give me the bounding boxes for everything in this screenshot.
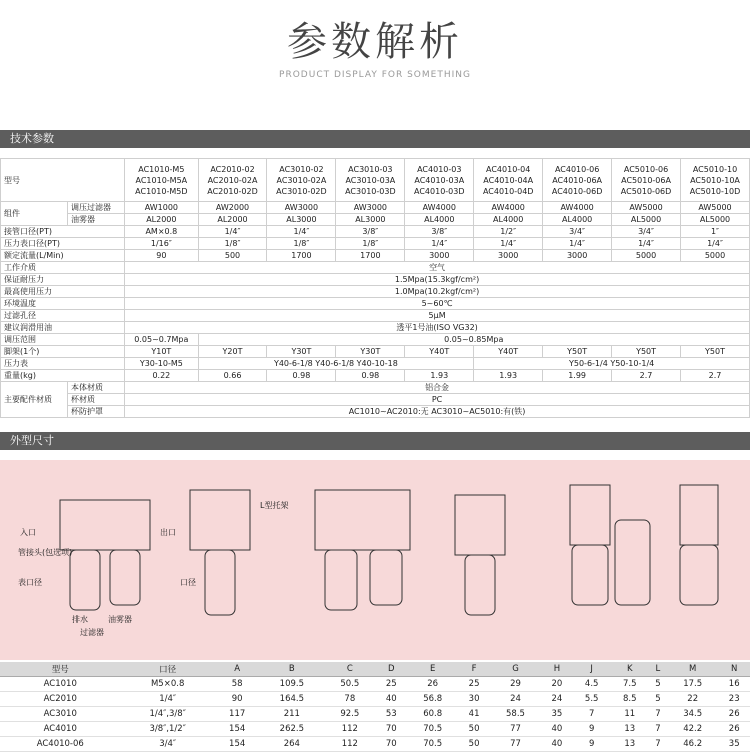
spec-value: 3000 [474, 250, 543, 262]
bracket-value: Y40T [474, 346, 543, 358]
spec-row [1, 394, 750, 406]
gauge-value: Y30-10-M5 [125, 358, 198, 370]
spec-row [1, 250, 750, 262]
dims-header: L [649, 662, 667, 677]
component-label: 组件 [1, 202, 68, 226]
spec-value: 1/4″ [267, 226, 336, 238]
dims-cell: 1/4″,3/8″ [121, 707, 215, 722]
material-label: 主要配件材质 [1, 382, 68, 418]
dims-cell: 262.5 [260, 722, 325, 737]
label-lubricator: 油雾器 [108, 615, 132, 624]
lubricator-cell: AL2000 [125, 214, 198, 226]
unit7-bowl [680, 545, 718, 605]
spec-label: 环境温度 [1, 298, 125, 310]
spec-label: 接管口径(PT) [1, 226, 125, 238]
label-drain: 排水 [72, 615, 88, 624]
regulator-cell: AW3000 [336, 202, 405, 214]
dims-header: F [458, 662, 489, 677]
model-cell: AC5010-10 AC5010-10A AC5010-10D [681, 159, 750, 202]
guard-label: 杯防护罩 [68, 406, 125, 418]
dims-header: J [573, 662, 611, 677]
spec-row [1, 370, 750, 382]
spec-row [1, 274, 750, 286]
dims-header: A [215, 662, 260, 677]
lubricator-label: 油雾器 [68, 214, 125, 226]
weight-value: 1.93 [474, 370, 543, 382]
drawing-svg [0, 460, 750, 660]
dims-header: B [260, 662, 325, 677]
regulator-cell: AW1000 [125, 202, 198, 214]
bracket-value: Y50T [543, 346, 612, 358]
weight-value: 0.22 [125, 370, 198, 382]
bracket-value: Y50T [612, 346, 681, 358]
cup-label: 杯材质 [68, 394, 125, 406]
dims-cell: 26 [407, 677, 458, 692]
model-cell: AC4010-04 AC4010-04A AC4010-04D [474, 159, 543, 202]
dims-cell: 1/4″ [121, 692, 215, 707]
lubricator-cell: AL5000 [612, 214, 681, 226]
spec-value: 3000 [405, 250, 474, 262]
dims-header-row [0, 662, 750, 677]
page-subtitle: PRODUCT DISPLAY FOR SOMETHING [279, 70, 471, 80]
dims-cell: 40 [376, 692, 407, 707]
dims-cell: 4.5 [573, 677, 611, 692]
dims-cell: 40 [541, 722, 572, 737]
dims-cell: AC1010 [0, 677, 121, 692]
spec-value: 3/8″ [336, 226, 405, 238]
lubricator-cell: AL3000 [336, 214, 405, 226]
dims-cell: 117 [215, 707, 260, 722]
guard-value: AC1010~AC2010:无 AC3010~AC5010:有(铁) [125, 406, 750, 418]
unit2-body [190, 490, 250, 550]
dims-cell: 16 [718, 677, 750, 692]
dims-cell: M5×0.8 [121, 677, 215, 692]
spec-row [1, 298, 750, 310]
dims-row [0, 722, 750, 737]
range-value: 0.05~0.7Mpa [125, 334, 198, 346]
dims-cell: 154 [215, 737, 260, 752]
body-value: 铝合金 [125, 382, 750, 394]
dims-cell: AC3010 [0, 707, 121, 722]
bracket-value: Y20T [198, 346, 267, 358]
dims-header: G [490, 662, 541, 677]
model-cell: AC2010-02 AC2010-02A AC2010-02D [198, 159, 267, 202]
dims-cell: 22 [667, 692, 718, 707]
lubricator-cell: AL4000 [405, 214, 474, 226]
label-filter: 过滤器 [80, 628, 104, 637]
unit3-filter-bowl [325, 550, 357, 610]
dims-cell: 9 [573, 737, 611, 752]
model-cell: AC4010-06 AC4010-06A AC4010-06D [543, 159, 612, 202]
spec-row [1, 358, 750, 370]
regulator-cell: AW2000 [198, 202, 267, 214]
dims-cell: 7 [649, 722, 667, 737]
unit5-body [570, 485, 610, 545]
spec-label: 压力表口径(PT) [1, 238, 125, 250]
spec-value: 500 [198, 250, 267, 262]
spec-value: 1/4″ [612, 238, 681, 250]
unit4-bowl [465, 555, 495, 615]
dims-cell: 264 [260, 737, 325, 752]
spec-row [1, 262, 750, 274]
dims-cell: 26 [718, 707, 750, 722]
spec-value: 3/4″ [543, 226, 612, 238]
dims-cell: 70 [376, 722, 407, 737]
dims-cell: 77 [490, 737, 541, 752]
dims-cell: 90 [215, 692, 260, 707]
bracket-value: Y30T [267, 346, 336, 358]
dims-header: K [611, 662, 649, 677]
spec-row [1, 286, 750, 298]
spec-row [1, 214, 750, 226]
dims-cell: 35 [718, 737, 750, 752]
dims-header: C [324, 662, 375, 677]
dims-cell: 34.5 [667, 707, 718, 722]
spec-value: 1.0Mpa(10.2kgf/cm²) [125, 286, 750, 298]
spec-label: 保证耐压力 [1, 274, 125, 286]
dims-cell: 26 [718, 722, 750, 737]
bracket-label: 脚架(1个) [1, 346, 125, 358]
dims-cell: 3/4″ [121, 737, 215, 752]
spec-value: 3/8″ [405, 226, 474, 238]
spec-value: 1/8″ [336, 238, 405, 250]
unit5-bowl [572, 545, 608, 605]
dims-header: M [667, 662, 718, 677]
dims-cell: 35 [541, 707, 572, 722]
dims-cell: 77 [490, 722, 541, 737]
spec-label: 建议润滑用油 [1, 322, 125, 334]
spec-value: 1700 [267, 250, 336, 262]
dims-cell: 46.2 [667, 737, 718, 752]
spec-label: 过滤孔径 [1, 310, 125, 322]
model-cell: AC5010-06 AC5010-06A AC5010-06D [612, 159, 681, 202]
dims-cell: 3/8″,1/2″ [121, 722, 215, 737]
label-gauge-port: 管接头(包选项) [18, 548, 73, 557]
dimension-drawing [0, 460, 750, 660]
bracket-value: Y40T [405, 346, 474, 358]
spec-value: 1/8″ [267, 238, 336, 250]
unit6-bowl [615, 520, 650, 605]
spec-value: 1″ [681, 226, 750, 238]
spec-label: 最高使用压力 [1, 286, 125, 298]
dims-cell: 29 [490, 677, 541, 692]
weight-value: 0.98 [267, 370, 336, 382]
model-cell: AC1010-M5 AC1010-M5A AC1010-M5D [125, 159, 198, 202]
regulator-cell: AW4000 [405, 202, 474, 214]
dims-cell: 42.2 [667, 722, 718, 737]
lubricator-cell: AL2000 [198, 214, 267, 226]
regulator-cell: AW5000 [612, 202, 681, 214]
spec-row [1, 406, 750, 418]
model-label: 型号 [1, 159, 125, 202]
bracket-value: Y10T [125, 346, 198, 358]
regulator-cell: AW5000 [681, 202, 750, 214]
lubricator-cell: AL5000 [681, 214, 750, 226]
lubricator-cell: AL4000 [474, 214, 543, 226]
label-gauge-port2: 表口径 [18, 578, 42, 587]
dims-cell: 50 [458, 722, 489, 737]
spec-label: 额定流量(L/Min) [1, 250, 125, 262]
dims-header: N [718, 662, 750, 677]
gauge-value: Y50-6-1/4 Y50-10-1/4 [474, 358, 750, 370]
dims-row [0, 677, 750, 692]
spec-value: 1/2″ [474, 226, 543, 238]
dims-cell: 5.5 [573, 692, 611, 707]
unit1-lube-bowl [110, 550, 140, 605]
dims-cell: 50 [458, 737, 489, 752]
model-cell: AC4010-03 AC4010-03A AC4010-03D [405, 159, 474, 202]
dims-cell: 11 [611, 707, 649, 722]
weight-value: 2.7 [612, 370, 681, 382]
dims-header: D [376, 662, 407, 677]
dims-cell: 112 [324, 737, 375, 752]
weight-value: 1.99 [543, 370, 612, 382]
dims-cell: 25 [376, 677, 407, 692]
dims-cell: 7 [649, 707, 667, 722]
dims-header: 型号 [0, 662, 121, 677]
spec-value: 5~60℃ [125, 298, 750, 310]
spec-row [1, 238, 750, 250]
dims-cell: 25 [458, 677, 489, 692]
model-cell: AC3010-03 AC3010-03A AC3010-03D [336, 159, 405, 202]
dims-cell: 24 [490, 692, 541, 707]
gauge-label: 压力表 [1, 358, 125, 370]
regulator-cell: AW4000 [474, 202, 543, 214]
spec-value: 空气 [125, 262, 750, 274]
bracket-value: Y50T [681, 346, 750, 358]
dims-cell: 20 [541, 677, 572, 692]
label-bracket: L型托架 [260, 501, 289, 510]
spec-value: 3000 [543, 250, 612, 262]
dims-row [0, 707, 750, 722]
dims-cell: 5 [649, 692, 667, 707]
spec-value: 5000 [681, 250, 750, 262]
weight-value: 0.98 [336, 370, 405, 382]
unit7-body [680, 485, 718, 545]
dims-section-bar [0, 432, 750, 450]
tech-section-bar [0, 130, 750, 148]
page-title: 参数解析 [287, 19, 463, 65]
dims-cell: 24 [541, 692, 572, 707]
dims-cell: 56.8 [407, 692, 458, 707]
unit3-body [315, 490, 410, 550]
spec-value: 1/16″ [125, 238, 198, 250]
spec-row [1, 322, 750, 334]
dims-section-title: 外型尺寸 [10, 434, 54, 447]
spec-value: 1/4″ [198, 226, 267, 238]
lubricator-cell: AL3000 [267, 214, 336, 226]
dims-cell: 17.5 [667, 677, 718, 692]
model-cell: AC3010-02 AC3010-02A AC3010-02D [267, 159, 336, 202]
dims-cell: 9 [573, 722, 611, 737]
label-in: 入口 [20, 528, 36, 537]
dims-cell: 92.5 [324, 707, 375, 722]
dims-cell: AC2010 [0, 692, 121, 707]
spec-row [1, 310, 750, 322]
dims-cell: 13 [611, 737, 649, 752]
dims-cell: 8.5 [611, 692, 649, 707]
dims-header: H [541, 662, 572, 677]
dims-cell: 78 [324, 692, 375, 707]
weight-value: 2.7 [681, 370, 750, 382]
spec-value: 1700 [336, 250, 405, 262]
dims-cell: 5 [649, 677, 667, 692]
range-value: 0.05~0.85Mpa [198, 334, 749, 346]
weight-value: 1.93 [405, 370, 474, 382]
spec-row [1, 334, 750, 346]
spec-value: 5000 [612, 250, 681, 262]
dims-cell: 112 [324, 722, 375, 737]
spec-value: 5μM [125, 310, 750, 322]
gauge-value: Y40-6-1/8 Y40-6-1/8 Y40-10-18 [198, 358, 474, 370]
spec-value: 90 [125, 250, 198, 262]
lubricator-cell: AL4000 [543, 214, 612, 226]
dims-cell: 7 [649, 737, 667, 752]
unit4-body [455, 495, 505, 555]
spec-value: 1.5Mpa(15.3kgf/cm²) [125, 274, 750, 286]
dims-cell: 164.5 [260, 692, 325, 707]
unit1-body [60, 500, 150, 550]
unit1-filter-bowl [70, 550, 100, 610]
dims-cell: 109.5 [260, 677, 325, 692]
dims-cell: 70.5 [407, 737, 458, 752]
dims-row [0, 692, 750, 707]
dims-cell: 70 [376, 737, 407, 752]
dims-cell: 50.5 [324, 677, 375, 692]
spec-value: 透平1号油(ISO VG32) [125, 322, 750, 334]
dims-cell: 7 [573, 707, 611, 722]
dims-table [0, 662, 750, 752]
dims-header: 口径 [121, 662, 215, 677]
spec-table [0, 158, 750, 418]
dims-cell: 211 [260, 707, 325, 722]
dims-cell: 7.5 [611, 677, 649, 692]
dims-cell: 13 [611, 722, 649, 737]
spec-value: AM×0.8 [125, 226, 198, 238]
tech-section-title: 技术参数 [10, 132, 54, 145]
spec-row [1, 382, 750, 394]
spec-label: 工作介质 [1, 262, 125, 274]
spec-value: 1/4″ [405, 238, 474, 250]
spec-row [1, 202, 750, 214]
dims-cell: 58.5 [490, 707, 541, 722]
cup-value: PC [125, 394, 750, 406]
regulator-cell: AW3000 [267, 202, 336, 214]
dims-cell: 58 [215, 677, 260, 692]
spec-value: 1/8″ [198, 238, 267, 250]
regulator-cell: AW4000 [543, 202, 612, 214]
label-port: 口径 [180, 578, 196, 587]
spec-value: 3/4″ [612, 226, 681, 238]
spec-row [1, 346, 750, 358]
dims-row [0, 737, 750, 752]
spec-row [1, 159, 750, 202]
dims-cell: 41 [458, 707, 489, 722]
dims-cell: 70.5 [407, 722, 458, 737]
dims-header: E [407, 662, 458, 677]
dims-cell: 53 [376, 707, 407, 722]
unit2-bowl [205, 550, 235, 615]
spec-value: 1/4″ [681, 238, 750, 250]
regulator-label: 调压过滤器 [68, 202, 125, 214]
weight-label: 重量(kg) [1, 370, 125, 382]
spec-value: 1/4″ [474, 238, 543, 250]
range-label: 调压范围 [1, 334, 125, 346]
dims-cell: 30 [458, 692, 489, 707]
dims-cell: 23 [718, 692, 750, 707]
bracket-value: Y30T [336, 346, 405, 358]
dims-cell: AC4010-06 [0, 737, 121, 752]
unit3-lube-bowl [370, 550, 402, 605]
dims-cell: AC4010 [0, 722, 121, 737]
weight-value: 0.66 [198, 370, 267, 382]
dims-cell: 60.8 [407, 707, 458, 722]
dims-cell: 40 [541, 737, 572, 752]
dims-cell: 154 [215, 722, 260, 737]
spec-row [1, 226, 750, 238]
spec-value: 1/4″ [543, 238, 612, 250]
body-label: 本体材质 [68, 382, 125, 394]
label-out: 出口 [160, 528, 176, 537]
